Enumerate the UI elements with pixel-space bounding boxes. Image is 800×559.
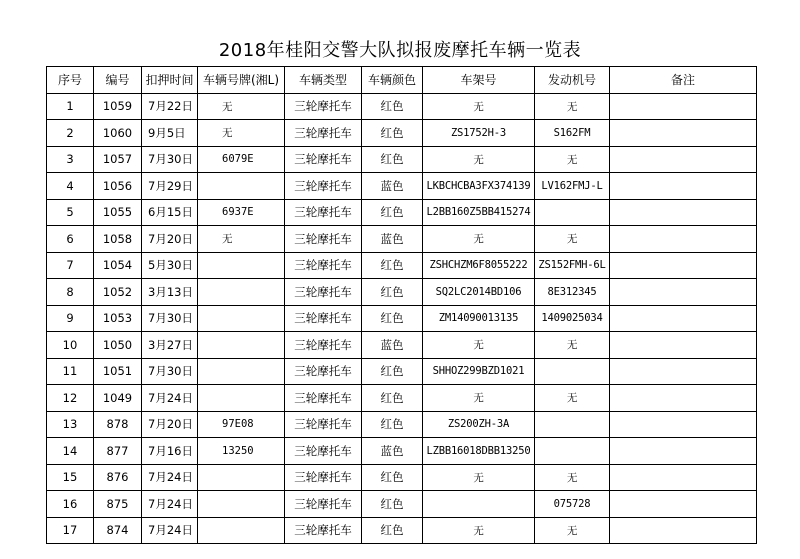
cell-plate (198, 173, 285, 200)
cell-number: 1057 (94, 146, 142, 173)
cell-plate (198, 279, 285, 306)
cell-number: 1059 (94, 93, 142, 120)
cell-remarks (610, 252, 757, 279)
cell-index: 3 (47, 146, 94, 173)
cell-engine-number (535, 199, 610, 226)
cell-engine-number: 无 (535, 385, 610, 412)
cell-seized-date: 7月30日 (142, 358, 198, 385)
cell-plate (198, 385, 285, 412)
cell-vehicle-type: 三轮摩托车 (285, 385, 362, 412)
cell-remarks (610, 120, 757, 147)
cell-frame-number: 无 (423, 93, 535, 120)
cell-seized-date: 7月24日 (142, 464, 198, 491)
cell-number: 1055 (94, 199, 142, 226)
cell-plate (198, 491, 285, 518)
table-row (47, 279, 757, 306)
cell-vehicle-type: 三轮摩托车 (285, 279, 362, 306)
cell-seized-date: 7月20日 (142, 411, 198, 438)
cell-index: 1 (47, 93, 94, 120)
cell-index: 4 (47, 173, 94, 200)
cell-engine-number: LV162FMJ-L (535, 173, 610, 200)
cell-index: 2 (47, 120, 94, 147)
cell-index: 16 (47, 491, 94, 518)
cell-remarks (610, 411, 757, 438)
cell-number: 1056 (94, 173, 142, 200)
cell-frame-number: 无 (423, 332, 535, 359)
cell-index: 11 (47, 358, 94, 385)
table-row (47, 411, 757, 438)
cell-plate: 97E08 (198, 411, 285, 438)
header-row (47, 67, 757, 94)
cell-remarks (610, 93, 757, 120)
cell-frame-number (423, 491, 535, 518)
cell-color: 红色 (362, 305, 423, 332)
cell-color: 红色 (362, 120, 423, 147)
cell-color: 红色 (362, 517, 423, 544)
cell-frame-number: ZS200ZH-3A (423, 411, 535, 438)
table-row (47, 385, 757, 412)
cell-seized-date: 9月5日 (142, 120, 198, 147)
cell-seized-date: 7月29日 (142, 173, 198, 200)
cell-number: 876 (94, 464, 142, 491)
cell-color: 红色 (362, 411, 423, 438)
cell-number: 1052 (94, 279, 142, 306)
col-header-vehicle-type: 车辆类型 (285, 67, 362, 94)
cell-engine-number (535, 438, 610, 465)
cell-seized-date: 7月16日 (142, 438, 198, 465)
cell-remarks (610, 305, 757, 332)
cell-engine-number (535, 358, 610, 385)
vehicle-table (46, 66, 757, 544)
cell-plate: 无 (198, 226, 285, 253)
cell-vehicle-type: 三轮摩托车 (285, 120, 362, 147)
cell-number: 874 (94, 517, 142, 544)
col-header-color: 车辆颜色 (362, 67, 423, 94)
cell-number: 878 (94, 411, 142, 438)
cell-seized-date: 7月30日 (142, 146, 198, 173)
cell-frame-number: SQ2LC2014BD106 (423, 279, 535, 306)
cell-number: 877 (94, 438, 142, 465)
cell-remarks (610, 146, 757, 173)
cell-color: 红色 (362, 93, 423, 120)
cell-seized-date: 7月24日 (142, 517, 198, 544)
cell-seized-date: 3月13日 (142, 279, 198, 306)
cell-vehicle-type: 三轮摩托车 (285, 438, 362, 465)
cell-index: 15 (47, 464, 94, 491)
col-header-index: 序号 (47, 67, 94, 94)
cell-seized-date: 7月20日 (142, 226, 198, 253)
cell-remarks (610, 438, 757, 465)
table-row (47, 252, 757, 279)
cell-frame-number: L2BB160Z5BB415274 (423, 199, 535, 226)
cell-plate (198, 252, 285, 279)
col-header-seized-date: 扣押时间 (142, 67, 198, 94)
cell-index: 14 (47, 438, 94, 465)
cell-remarks (610, 279, 757, 306)
cell-number: 1053 (94, 305, 142, 332)
cell-index: 5 (47, 199, 94, 226)
cell-frame-number: 无 (423, 385, 535, 412)
cell-remarks (610, 464, 757, 491)
cell-index: 6 (47, 226, 94, 253)
table-row (47, 464, 757, 491)
cell-seized-date: 7月30日 (142, 305, 198, 332)
cell-vehicle-type: 三轮摩托车 (285, 226, 362, 253)
table-row (47, 120, 757, 147)
cell-engine-number: 无 (535, 146, 610, 173)
table-row (47, 438, 757, 465)
cell-remarks (610, 385, 757, 412)
cell-color: 红色 (362, 464, 423, 491)
cell-frame-number: ZS1752H-3 (423, 120, 535, 147)
cell-engine-number: 075728 (535, 491, 610, 518)
cell-plate: 6937E (198, 199, 285, 226)
cell-vehicle-type: 三轮摩托车 (285, 146, 362, 173)
cell-remarks (610, 332, 757, 359)
cell-engine-number: 无 (535, 93, 610, 120)
cell-frame-number: LZBB16018DBB13250 (423, 438, 535, 465)
cell-plate: 无 (198, 120, 285, 147)
cell-plate (198, 464, 285, 491)
cell-vehicle-type: 三轮摩托车 (285, 517, 362, 544)
cell-seized-date: 5月30日 (142, 252, 198, 279)
cell-vehicle-type: 三轮摩托车 (285, 491, 362, 518)
cell-remarks (610, 517, 757, 544)
cell-engine-number (535, 411, 610, 438)
cell-color: 蓝色 (362, 438, 423, 465)
cell-color: 红色 (362, 199, 423, 226)
table-row (47, 226, 757, 253)
cell-index: 17 (47, 517, 94, 544)
cell-index: 10 (47, 332, 94, 359)
cell-engine-number: 无 (535, 226, 610, 253)
cell-engine-number: ZS152FMH-6L (535, 252, 610, 279)
col-header-remarks: 备注 (610, 67, 757, 94)
table-body (47, 93, 757, 544)
col-header-number: 编号 (94, 67, 142, 94)
cell-plate: 无 (198, 93, 285, 120)
cell-seized-date: 3月27日 (142, 332, 198, 359)
cell-engine-number: S162FM (535, 120, 610, 147)
cell-plate (198, 332, 285, 359)
cell-vehicle-type: 三轮摩托车 (285, 93, 362, 120)
cell-number: 1054 (94, 252, 142, 279)
cell-remarks (610, 173, 757, 200)
cell-number: 1051 (94, 358, 142, 385)
cell-seized-date: 7月22日 (142, 93, 198, 120)
cell-engine-number: 无 (535, 464, 610, 491)
table-row (47, 173, 757, 200)
cell-vehicle-type: 三轮摩托车 (285, 305, 362, 332)
cell-remarks (610, 199, 757, 226)
cell-frame-number: 无 (423, 517, 535, 544)
page-title: 2018年桂阳交警大队拟报废摩托车辆一览表 (218, 40, 582, 61)
cell-vehicle-type: 三轮摩托车 (285, 199, 362, 226)
cell-number: 1050 (94, 332, 142, 359)
table-row (47, 332, 757, 359)
cell-color: 红色 (362, 385, 423, 412)
cell-plate (198, 358, 285, 385)
table-row (47, 199, 757, 226)
col-header-engine-number: 发动机号 (535, 67, 610, 94)
cell-color: 红色 (362, 146, 423, 173)
cell-vehicle-type: 三轮摩托车 (285, 332, 362, 359)
cell-number: 1049 (94, 385, 142, 412)
cell-remarks (610, 491, 757, 518)
table-row (47, 305, 757, 332)
cell-plate: 6079E (198, 146, 285, 173)
cell-number: 875 (94, 491, 142, 518)
cell-engine-number: 无 (535, 517, 610, 544)
cell-seized-date: 7月24日 (142, 491, 198, 518)
table-row (47, 517, 757, 544)
cell-frame-number: 无 (423, 226, 535, 253)
cell-index: 9 (47, 305, 94, 332)
cell-plate: 13250 (198, 438, 285, 465)
cell-seized-date: 7月24日 (142, 385, 198, 412)
cell-color: 红色 (362, 358, 423, 385)
cell-color: 红色 (362, 279, 423, 306)
cell-index: 7 (47, 252, 94, 279)
cell-vehicle-type: 三轮摩托车 (285, 173, 362, 200)
cell-index: 12 (47, 385, 94, 412)
cell-index: 13 (47, 411, 94, 438)
cell-color: 红色 (362, 252, 423, 279)
cell-frame-number: SHHOZ299BZD1021 (423, 358, 535, 385)
cell-vehicle-type: 三轮摩托车 (285, 411, 362, 438)
cell-number: 1058 (94, 226, 142, 253)
cell-frame-number: 无 (423, 146, 535, 173)
cell-vehicle-type: 三轮摩托车 (285, 358, 362, 385)
cell-color: 蓝色 (362, 332, 423, 359)
cell-engine-number: 无 (535, 332, 610, 359)
cell-color: 红色 (362, 491, 423, 518)
cell-frame-number: LKBCHCBA3FX374139 (423, 173, 535, 200)
cell-engine-number: 1409025034 (535, 305, 610, 332)
cell-seized-date: 6月15日 (142, 199, 198, 226)
cell-frame-number: ZSHCHZM6F8055222 (423, 252, 535, 279)
col-header-frame-number: 车架号 (423, 67, 535, 94)
cell-plate (198, 305, 285, 332)
cell-vehicle-type: 三轮摩托车 (285, 252, 362, 279)
cell-remarks (610, 358, 757, 385)
cell-vehicle-type: 三轮摩托车 (285, 464, 362, 491)
cell-remarks (610, 226, 757, 253)
table-row (47, 146, 757, 173)
cell-frame-number: 无 (423, 464, 535, 491)
cell-engine-number: 8E312345 (535, 279, 610, 306)
col-header-plate: 车辆号牌(湘L) (198, 67, 285, 94)
table-row (47, 358, 757, 385)
cell-color: 蓝色 (362, 226, 423, 253)
cell-frame-number: ZM14090013135 (423, 305, 535, 332)
cell-index: 8 (47, 279, 94, 306)
table-row (47, 93, 757, 120)
cell-number: 1060 (94, 120, 142, 147)
cell-color: 蓝色 (362, 173, 423, 200)
cell-plate (198, 517, 285, 544)
table-row (47, 491, 757, 518)
